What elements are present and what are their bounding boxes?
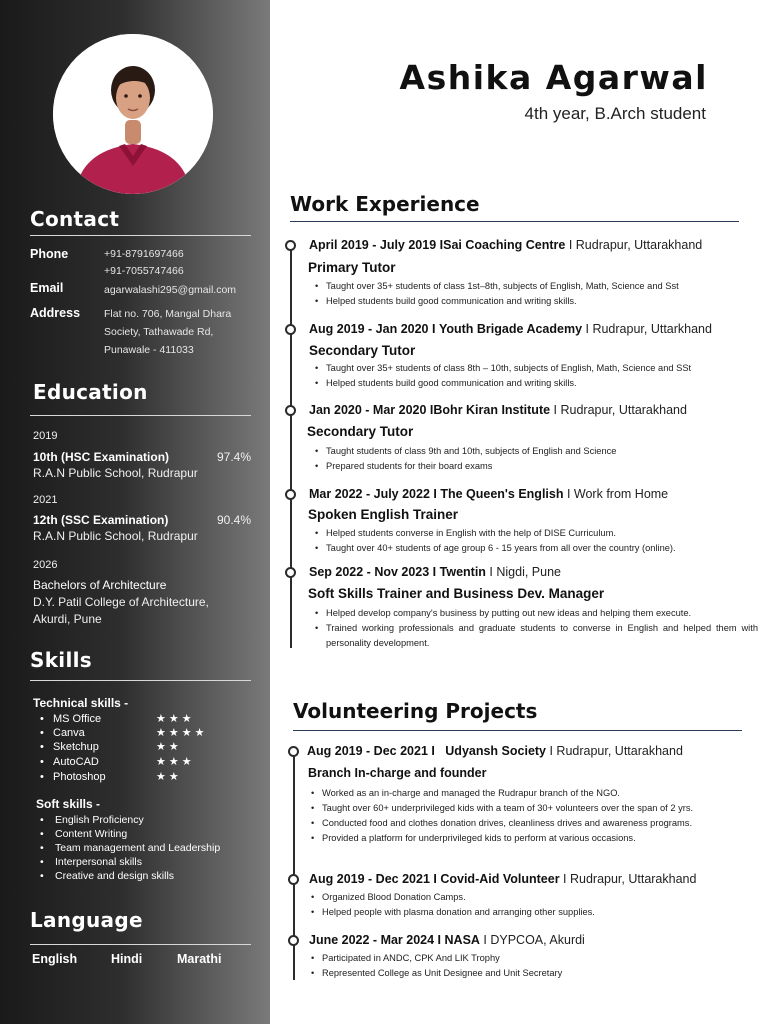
project-dates: Aug 2019 - Dec 2021 I [307, 744, 435, 758]
bullet-icon: • [40, 756, 44, 768]
job-bullet: • Prepared students for their board exams [313, 459, 758, 474]
star-rating-icon: ★★★ [156, 756, 195, 768]
language-item: English [32, 952, 78, 966]
project-header [309, 872, 696, 886]
job-dates: Sep 2022 - Nov 2023 I [309, 565, 437, 579]
job-title: Primary Tutor [308, 260, 396, 275]
job-dates: April 2019 - July 2019 I [309, 238, 444, 252]
job-bullet: • Helped students build good communication and writing skills. [313, 294, 758, 309]
address-line-2: Society, Tathawade Rd, [104, 326, 214, 338]
project-org: Udyansh Society [445, 744, 547, 758]
bullet-icon: • [40, 727, 44, 739]
job-header [309, 403, 687, 417]
job-org: Bohr Kiran Institute [433, 403, 551, 417]
education-heading: Education [33, 380, 148, 404]
project-bullets [309, 890, 743, 920]
job-dates: Aug 2019 - Jan 2020 I [309, 322, 436, 336]
edu-score: 90.4% [217, 513, 252, 527]
address-line-3: Punawale - 411033 [104, 344, 194, 356]
job-dates: Mar 2022 - July 2022 I [309, 487, 437, 501]
project-bullet: • Helped people with plasma donation and arranging other supplies. [309, 905, 743, 920]
contact-divider [30, 235, 251, 236]
bullet-icon: • [40, 842, 44, 854]
edu-name: 10th (HSC Examination) [33, 450, 170, 464]
technical-skills-label: Technical skills - [33, 696, 129, 710]
job-bullets [313, 279, 758, 309]
sidebar [0, 0, 270, 1024]
job-bullets [313, 361, 758, 391]
project-bullets [309, 786, 743, 846]
job-location: I Nigdi, Pune [485, 565, 561, 579]
timeline-dot-icon [288, 746, 299, 757]
job-title: Secondary Tutor [309, 343, 416, 358]
address-line-1: Flat no. 706, Mangal Dhara [104, 308, 232, 320]
bullet-icon: • [40, 713, 44, 725]
star-rating-icon: ★★ [156, 771, 182, 783]
language-heading: Language [30, 908, 143, 932]
job-bullets [313, 606, 758, 651]
address-label: Address [30, 306, 81, 320]
project-dates: June 2022 - Mar 2024 I [309, 933, 442, 947]
timeline-dot-icon [285, 405, 296, 416]
job-location: I Rudrapur, Uttarkhand [582, 322, 712, 336]
project-bullet: • Provided a platform for underprivileged kids to perform at various occasions. [309, 831, 743, 846]
job-org: The Queen's English [440, 487, 564, 501]
technical-skill [40, 727, 240, 741]
skill-name: Interpersonal skills [55, 856, 142, 868]
profile-photo [53, 34, 213, 194]
skills-divider [30, 680, 251, 681]
project-org: NASA [444, 933, 480, 947]
project-location: I Rudrapur, Uttarakhand [559, 872, 697, 886]
timeline-dot-icon [288, 874, 299, 885]
job-bullet: • Taught over 40+ students of age group 6 - 15 years from all over the country (online). [313, 541, 758, 556]
email-label: Email [30, 281, 64, 295]
bullet-icon: • [40, 741, 44, 753]
job-bullet: • Helped students build good communication and writing skills. [313, 376, 758, 391]
job-bullet: • Taught students of class 9th and 10th, subjects of English and Science [313, 444, 758, 459]
timeline-dot-icon [285, 489, 296, 500]
project-bullet: • Worked as an in-charge and managed the Rudrapur branch of the NGO. [309, 786, 743, 801]
project-bullet: • Conducted food and clothes donation drives, cleanliness drives and awareness programs. [309, 816, 743, 831]
job-header [309, 565, 561, 579]
candidate-name: Ashika Agarwal [399, 58, 708, 97]
skill-name: Sketchup [53, 741, 99, 753]
timeline-dot-icon [288, 935, 299, 946]
job-bullet: • Helped develop company's business by putting out new ideas and helping them execute. [313, 606, 758, 621]
bullet-icon: • [40, 771, 44, 783]
skill-name: MS Office [53, 713, 102, 725]
technical-skill [40, 713, 240, 727]
job-bullet: • Taught over 35+ students of class 8th – 10th, subjects of English, Math, Science and SSt [313, 361, 758, 376]
timeline-dot-icon [285, 324, 296, 335]
edu-name: Bachelors of Architecture [33, 578, 167, 592]
phone-label: Phone [30, 247, 69, 261]
star-rating-icon: ★★ [156, 741, 182, 753]
language-item: Hindi [111, 952, 143, 966]
job-header [309, 322, 712, 336]
project-bullet: • Organized Blood Donation Camps. [309, 890, 743, 905]
person-portrait-icon [53, 34, 213, 194]
work-divider [290, 221, 739, 222]
email-value[interactable]: agarwalashi295@gmail.com [104, 284, 237, 296]
skill-name: Canva [53, 727, 85, 739]
star-rating-icon: ★★★★ [156, 727, 208, 739]
skill-name: Photoshop [53, 771, 106, 783]
bullet-icon: • [40, 856, 44, 868]
job-bullet: • Taught over 35+ students of class 1st–8th, subjects of English, Math, Science and Sst [313, 279, 758, 294]
phone-value-1: +91-8791697466 [104, 248, 184, 260]
volunteering-divider [293, 730, 742, 731]
job-org: Youth Brigade Academy [438, 322, 583, 336]
language-divider [30, 944, 251, 945]
volunteering-heading: Volunteering Projects [293, 699, 538, 723]
education-divider [30, 415, 251, 416]
job-title: Spoken English Trainer [308, 507, 459, 522]
skill-name: English Proficiency [55, 814, 144, 826]
job-org: Twentin [439, 565, 486, 579]
edu-school: D.Y. Patil College of Architecture, [33, 595, 209, 609]
timeline-dot-icon [285, 567, 296, 578]
skill-name: Content Writing [55, 828, 128, 840]
job-bullet: • Trained working professionals and graduate students to converse in English and helped them with personality development. [313, 621, 758, 651]
job-bullets [313, 444, 758, 474]
bullet-icon: • [40, 828, 44, 840]
project-title: Branch In-charge and founder [308, 766, 487, 780]
project-bullet: • Represented College as Unit Designee and Unit Secretary [309, 966, 743, 981]
job-location: I Rudrapur, Uttarakhand [565, 238, 703, 252]
technical-skill [40, 756, 240, 770]
soft-skills-label: Soft skills - [36, 797, 101, 811]
job-header [309, 238, 702, 252]
star-rating-icon: ★★★ [156, 713, 195, 725]
work-timeline [290, 246, 292, 648]
project-bullet: • Participated in ANDC, CPK And LIK Trophy [309, 951, 743, 966]
skill-name: Team management and Leadership [55, 842, 221, 854]
edu-school: R.A.N Public School, Rudrapur [33, 529, 198, 543]
job-title: Secondary Tutor [307, 424, 414, 439]
project-org: Covid-Aid Volunteer [440, 872, 560, 886]
job-bullet: • Helped students converse in English with the help of DISE Curriculum. [313, 526, 758, 541]
phone-value-2: +91-7055747466 [104, 265, 184, 277]
job-bullets [313, 526, 758, 556]
skill-name: AutoCAD [53, 756, 99, 768]
work-experience-heading: Work Experience [290, 192, 480, 216]
job-title: Soft Skills Trainer and Business Dev. Manager [308, 586, 605, 601]
contact-heading: Contact [30, 207, 120, 231]
edu-year: 2021 [33, 494, 58, 506]
timeline-dot-icon [285, 240, 296, 251]
project-dates: Aug 2019 - Dec 2021 I [309, 872, 437, 886]
edu-name: 12th (SSC Examination) [33, 513, 169, 527]
project-location: I DYPCOA, Akurdi [479, 933, 585, 947]
project-bullets [309, 951, 743, 981]
technical-skill [40, 741, 240, 755]
job-location: I Rudrapur, Uttarakhand [550, 403, 687, 417]
edu-year: 2026 [33, 559, 58, 571]
job-header [309, 487, 668, 501]
project-header [307, 744, 683, 758]
job-dates: Jan 2020 - Mar 2020 I [309, 403, 434, 417]
bullet-icon: • [40, 870, 44, 882]
skills-heading: Skills [30, 648, 92, 672]
job-location: I Work from Home [563, 487, 669, 501]
project-header [309, 933, 585, 947]
job-org: Sai Coaching Centre [443, 238, 566, 252]
skill-name: Creative and design skills [55, 870, 175, 882]
project-bullet: • Taught over 60+ underprivileged kids with a team of 30+ volunteers over the span of 2 yrs. [309, 801, 743, 816]
edu-school: Akurdi, Pune [33, 612, 102, 626]
candidate-subtitle: 4th year, B.Arch student [524, 104, 706, 123]
project-location: I Rudrapur, Uttarakhand [546, 744, 683, 758]
language-item: Marathi [177, 952, 222, 966]
technical-skill [40, 771, 240, 785]
edu-score: 97.4% [217, 450, 252, 464]
edu-year: 2019 [33, 430, 58, 442]
bullet-icon: • [40, 814, 44, 826]
edu-school: R.A.N Public School, Rudrapur [33, 466, 198, 480]
